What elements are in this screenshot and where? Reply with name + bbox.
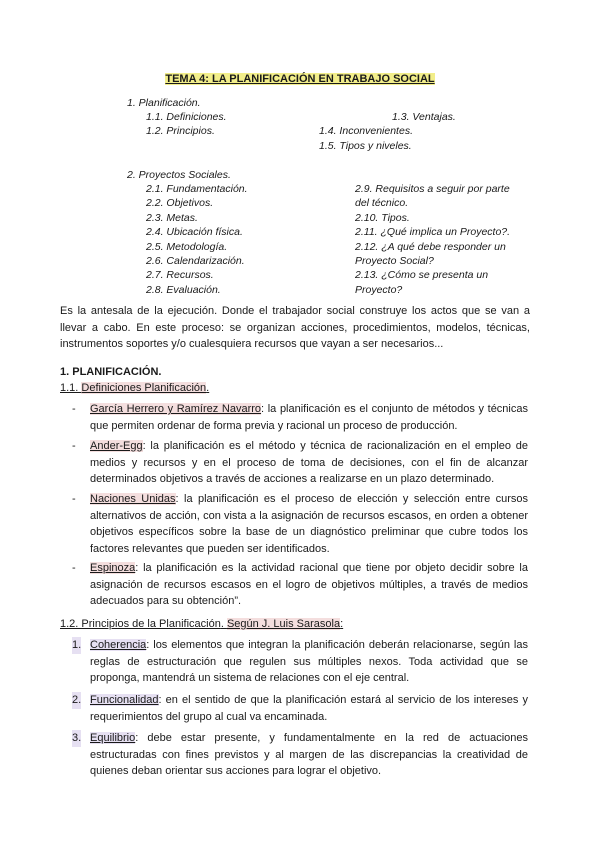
- toc-item: del técnico.: [355, 197, 409, 210]
- toc-item: 2.1. Fundamentación.: [146, 183, 248, 195]
- toc-item: 2.9. Requisitos a seguir por parte: [355, 183, 510, 195]
- definition-text: : la planificación es el proceso de elección y selección entre cursos alternativos de acción, con vista a la asignación de recursos escasos, en orden a obtener objetivos específicos sobre la base de un diagnóstico preliminar que cubre todos los factores relevantes que pueden ser identificados.: [90, 493, 529, 555]
- toc-item: 2.10. Tipos.: [355, 211, 410, 224]
- dash-bullet: -: [72, 403, 76, 415]
- definition-author: García Herrero y Ramírez Navarro: [90, 403, 262, 415]
- principle-name: Equilibrio: [90, 732, 136, 744]
- principle-number: 1.: [72, 637, 81, 654]
- toc-item: 2.3. Metas.: [146, 211, 198, 224]
- toc-item: 2.11. ¿Qué implica un Proyecto?.: [355, 226, 511, 239]
- dash-bullet: -: [72, 440, 76, 452]
- dash-bullet: -: [72, 562, 76, 574]
- principle-name: Funcionalidad: [90, 694, 159, 706]
- principle-text: : en el sentido de que la planificación estará al servicio de los intereses y requerimientos del grupo al cual va encaminada.: [90, 694, 528, 723]
- toc-item: 2.2. Objetivos.: [146, 197, 214, 210]
- principle-number: 2.: [72, 692, 81, 709]
- toc-item: 2.6. Calendarización.: [146, 255, 245, 268]
- toc-item: 1.1. Definiciones.: [146, 111, 227, 123]
- toc-item: 1.5. Tipos y niveles.: [319, 140, 412, 152]
- toc-item: 2.7. Recursos.: [146, 269, 214, 282]
- definition-text: : la planificación es la actividad racional que tiene por objeto decidir sobre la asignación de recursos escasos en el logro de objetivos múltiples, a través de medios adecuados para su obtención”.: [90, 562, 528, 607]
- toc-item: 1.4. Inconvenientes.: [319, 125, 413, 137]
- definition-author: Naciones Unidas: [90, 493, 176, 505]
- toc-left-column: [146, 182, 248, 297]
- subsection-heading-definitions: 1.1. Definiciones Planificación.: [60, 382, 210, 394]
- toc-right-column: [355, 182, 510, 297]
- definition-text: : la planificación es el conjunto de métodos y técnicas que permiten ordenar de forma previa y racional un proceso de producción.: [90, 403, 528, 432]
- toc-section-1: 1. Planificación.: [127, 97, 201, 109]
- definition-author: Espinoza: [90, 562, 136, 574]
- toc-item: 2.4. Ubicación física.: [146, 226, 243, 239]
- principle-number: 3.: [72, 730, 81, 747]
- principle-item: [72, 692, 528, 725]
- definition-item: [72, 401, 528, 434]
- definition-text: : la planificación es el método y técnica de racionalización en el empleo de medios y recursos y en el proceso de toma de decisiones, con el fin de alcanzar determinados objetivos a través de acciones a realizarse en un plazo determinado.: [90, 440, 528, 485]
- principle-item: [72, 730, 528, 780]
- toc-item: 2.5. Metodología.: [146, 240, 228, 253]
- toc-item: Proyecto Social?: [355, 255, 434, 268]
- definition-item: [72, 491, 529, 557]
- principle-item: [72, 637, 528, 687]
- toc-item: Proyecto?: [355, 283, 403, 296]
- toc-item: 2.13. ¿Cómo se presenta un: [355, 269, 489, 282]
- principle-text: : debe estar presente, y fundamentalmente en la red de actuaciones estructuradas con fines previstos y al margen de las discrepancias la creatividad de quienes deban orientar sus acciones para lograr el objetivo.: [90, 732, 528, 777]
- principle-name: Coherencia: [90, 639, 147, 651]
- definition-item: [72, 560, 528, 610]
- principle-text: : los elementos que integran la planificación deberán relacionarse, según las reglas de estructuración que regulen sus múltiples nexos. Toda actividad que se proponga, mantendrá un sistema de relaciones con el eje central.: [90, 639, 528, 684]
- toc-section-2: 2. Proyectos Sociales.: [127, 169, 231, 181]
- definition-item: [72, 438, 528, 488]
- intro-paragraph: Es la antesala de la ejecución. Donde el trabajador social construye los actos que se van a llevar a cabo. En este proceso: se organizan acciones, procedimientos, modelos, técnicas, instrumentos soportes y/o cualesquiera recursos que vayan a ser necesarios...: [60, 305, 530, 350]
- toc-item: 2.12. ¿A qué debe responder un: [355, 240, 506, 253]
- toc-item: 1.3. Ventajas.: [392, 111, 456, 123]
- subsection-heading-principles: 1.2. Principios de la Planificación. Según J. Luis Sarasola:: [60, 618, 344, 630]
- dash-bullet: -: [72, 493, 76, 505]
- toc-item: 2.8. Evaluación.: [146, 283, 221, 296]
- page-title: TEMA 4: LA PLANIFICACIÓN EN TRABAJO SOCIAL: [165, 73, 435, 85]
- definition-author: Ander-Egg: [90, 440, 143, 452]
- section-heading: 1. PLANIFICACIÓN.: [60, 366, 162, 378]
- toc-item: 1.2. Principios.: [146, 125, 215, 137]
